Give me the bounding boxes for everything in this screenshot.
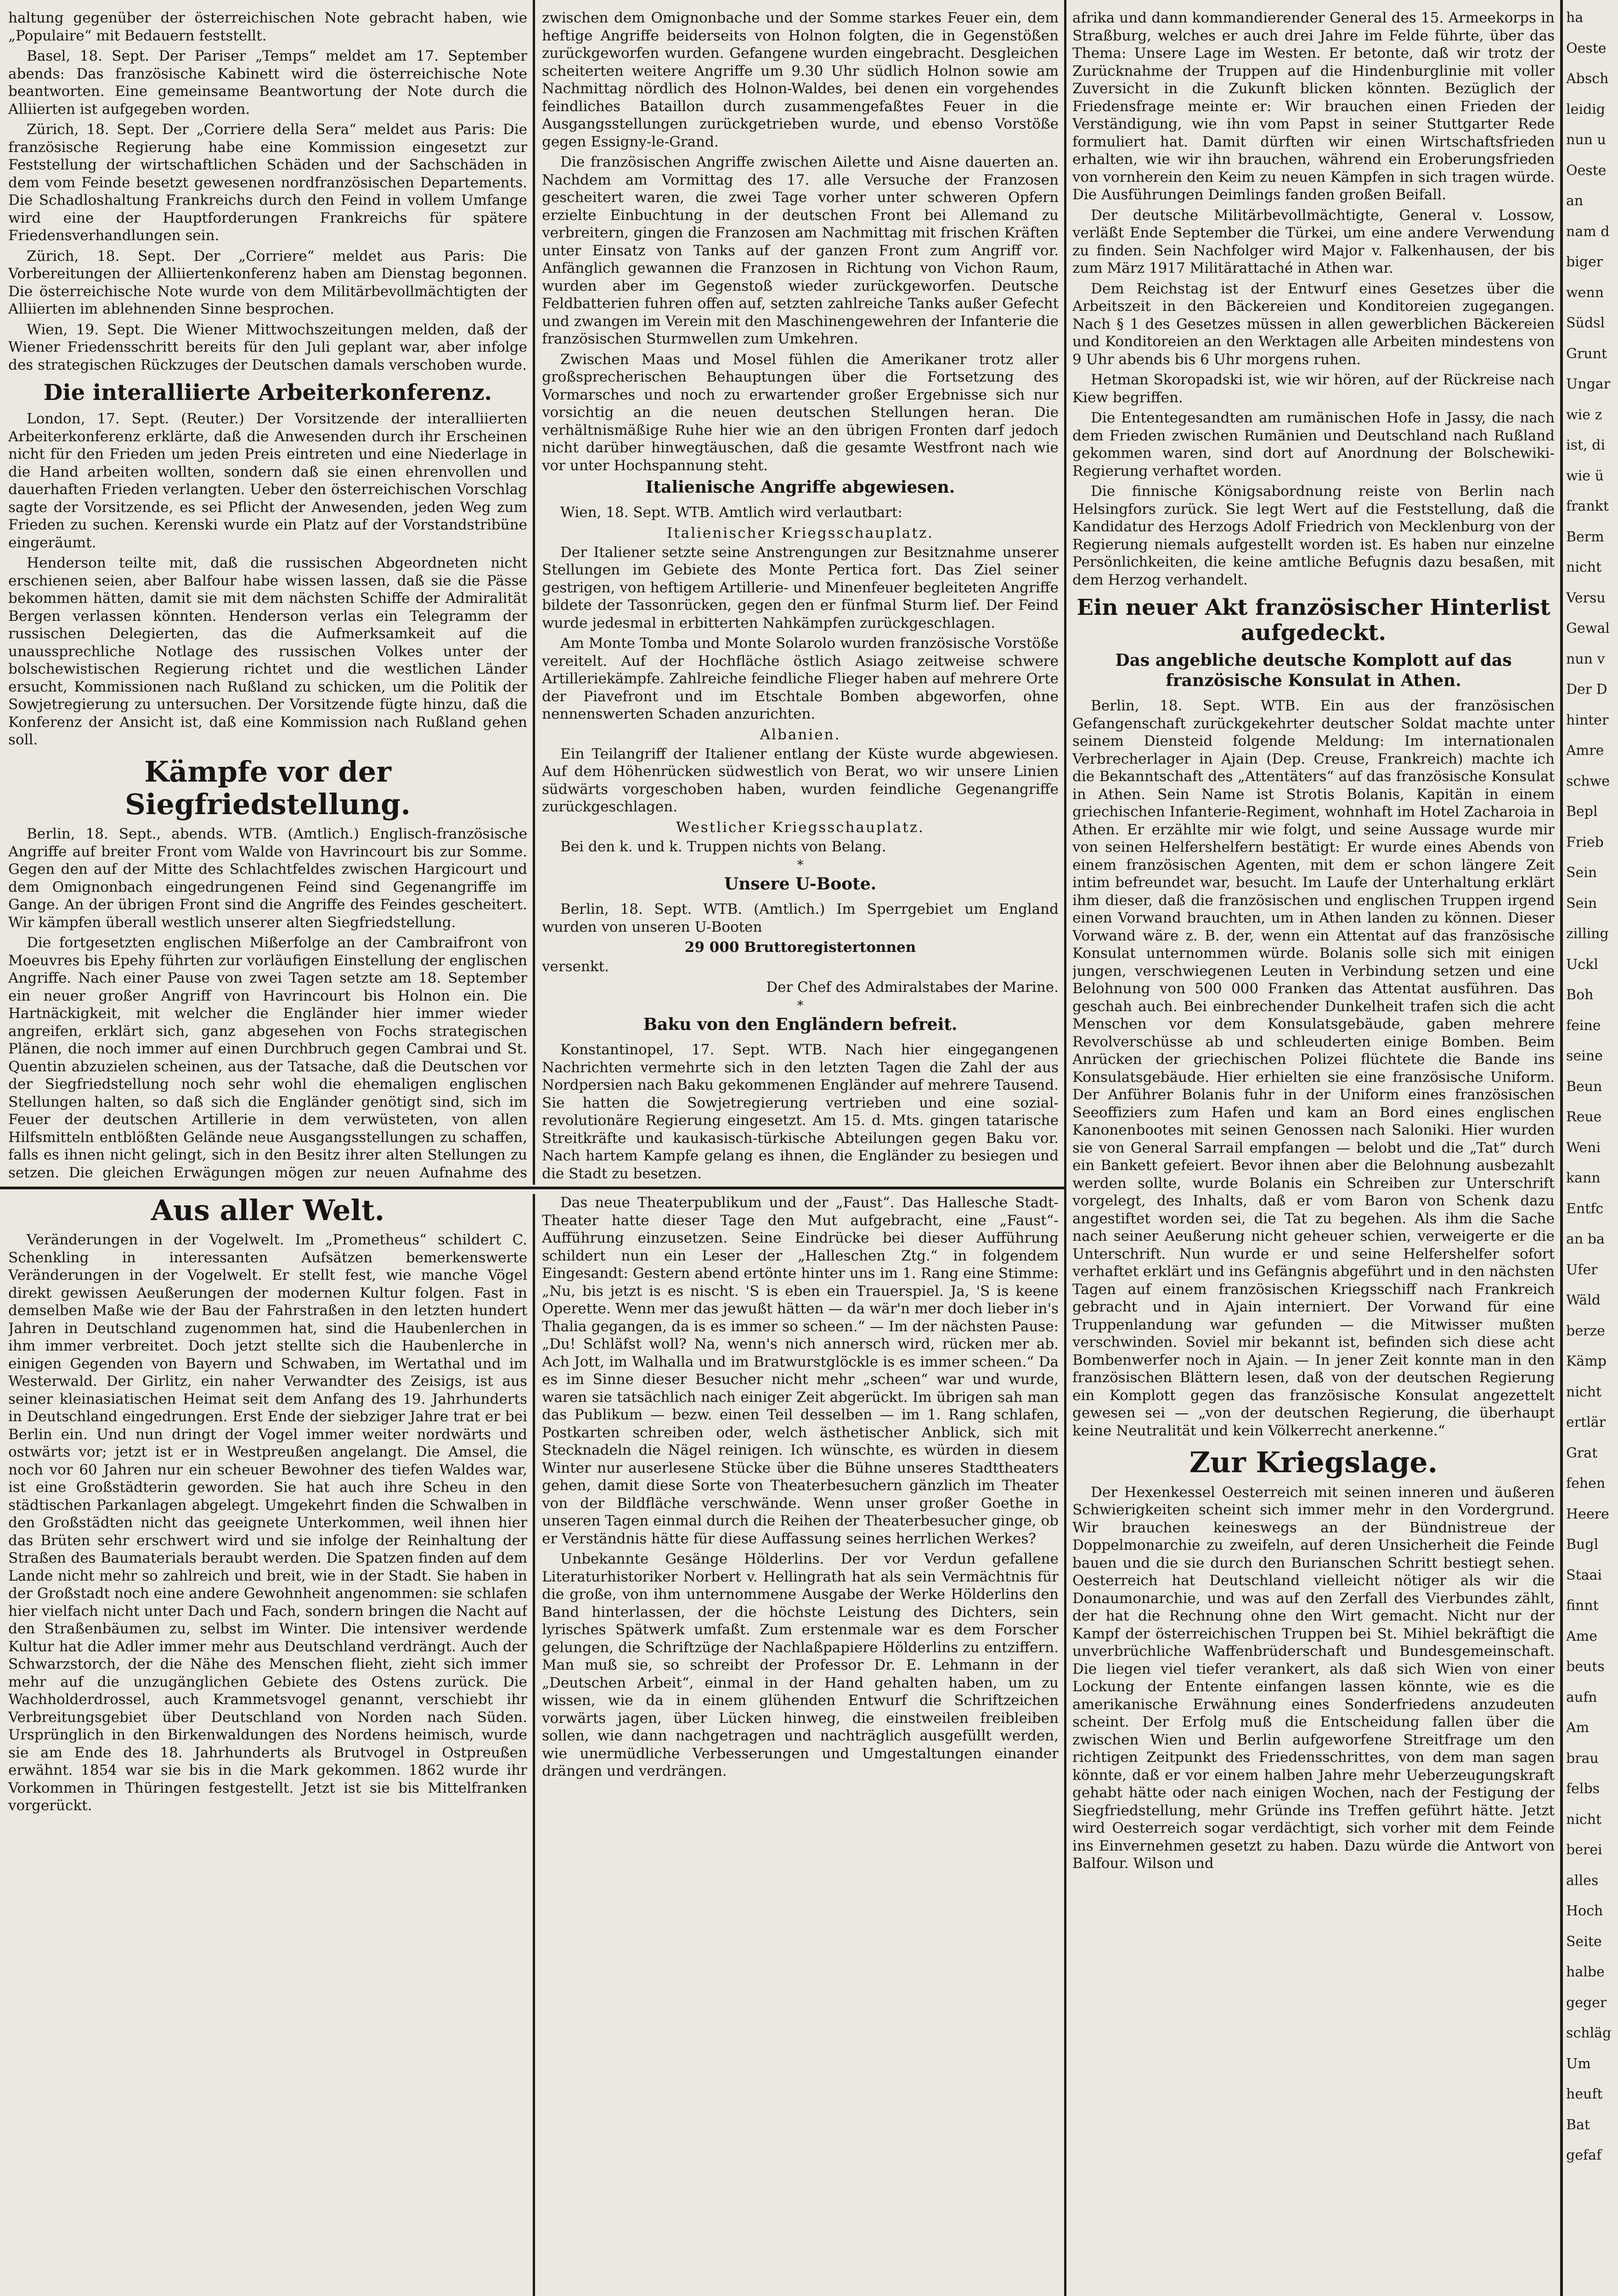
headline-siegfriedstellung: Kämpfe vor der Siegfriedstellung.	[125, 754, 411, 821]
article-text: Die fortgesetzten englischen Mißerfolge an der Cambraifront von Moeuvres bis Epehy führten zur vorläufigen Einstellung der englischen Angriffe. Nach einer Pause von zwei Tagen setzte am 18. September ein neuer großer Angriff von Havrincourt bis Holnon ein. Die Hartnäckigkeit, mit welcher die Engländer hier immer wieder angreifen, erklärt sich, ganz abgesehen von Fochs strategischen Plänen, die noch immer auf einen Durchbruch gegen Cambrai und St. Quentin abzuzielen scheinen, aus der Tatsache, daß die Deutschen vor der Siegfriedstellung noch sehr wohl die ehemaligen englischen Stellungen halten, so daß sich die Engländer genötigt sind, sich im Feuer der deutschen Artillerie in dem verwüsteten, von allen Hilfsmitteln entblößten Gelände neue Ausgangsstellungen zu schaffen, falls es ihnen nicht gelingt, sich in den Besitz ihrer alten Stellungen zu setzen. Die gleichen Erwägungen mögen zur neuen Aufnahme des	[8, 934, 527, 1181]
article-text: Zürich, 18. Sept. Der „Corriere della Sera“ meldet aus Paris: Die französische Regierung habe eine Kommission eingesetzt zur Feststellung der wirtschaftlichen Schäden und der Sachschäden in dem vom Feinde besetzt gewesenen nordfranzösischen Departements. Die Schadloshaltung Frankreichs durch den Feind in vollem Umfange wird eine der Hauptforderungen Frankreichs für spätere Friedensverhandlungen sein.	[8, 121, 527, 244]
text-fragment: Ungar	[1566, 376, 1611, 392]
article-text: Wien, 19. Sept. Die Wiener Mittwochszeitungen melden, daß der Wiener Friedensschritt bereits für den Juli geplant war, aber infolge des strategischen Rückzuges der Deutschen damals verschoben wurde.	[8, 321, 527, 373]
text-fragment: Kämp	[1566, 1353, 1607, 1369]
text-fragment: Boh	[1566, 987, 1594, 1003]
tonnage-figure: 29 000 Bruttoregistertonnen	[684, 939, 916, 956]
text-fragment: berei	[1566, 1842, 1602, 1858]
headline-hinterlist: Ein neuer Akt französischer Hinterlist aufgedeckt.	[1077, 595, 1550, 646]
text-fragment: kann	[1566, 1170, 1601, 1186]
text-fragment: Bugl	[1566, 1536, 1599, 1553]
text-fragment: Bepl	[1566, 804, 1598, 820]
article-text: haltung gegenüber der österreichischen Note gebracht haben, wie „Populaire“ mit Bedauern feststellt.	[8, 10, 527, 44]
text-fragment: an ba	[1566, 1231, 1605, 1247]
separator-star: *	[797, 998, 804, 1013]
headline-aus-aller-welt: Aus aller Welt.	[151, 1194, 385, 1227]
text-fragment: wie z	[1566, 406, 1602, 423]
article-text: Bei den k. und k. Truppen nichts von Belang.	[560, 838, 886, 855]
text-fragment: Wäld	[1566, 1292, 1601, 1308]
article-text: Die Ententegesandten am rumänischen Hofe in Jassy, die nach dem Frieden zwischen Rumänien und Deutschland nach Rußland gekommen waren, sind dort auf Anordnung der Bolschewiki-Regierung verhaftet worden.	[1072, 410, 1555, 479]
text-fragment: leidig	[1566, 101, 1605, 118]
welt-column-right	[542, 1194, 1059, 2296]
headline-italienische-angriffe: Italienische Angriffe abgewiesen.	[645, 478, 955, 497]
text-fragment: Amre	[1566, 743, 1604, 759]
headline-kriegslage: Zur Kriegslage.	[1189, 1446, 1438, 1480]
text-fragment: fehen	[1566, 1475, 1606, 1491]
article-text: Zwischen Maas und Mosel fühlen die Amerikaner trotz aller großsprecherischen Behauptungen über die Fortsetzung des Vormarsches und noch zu erwartender großer Ergebnisse sich nur vorsichtig an die neuen deutschen Stellungen heran. Die verhältnismäßige Ruhe hier wie an den übrigen Fronten darf jedoch nicht darüber hinwegtäuschen, daß die gesamte Westfront nach wie vor unter Hochspannung steht.	[542, 351, 1059, 474]
article-text: zwischen dem Omignonbache und der Somme starkes Feuer ein, dem heftige Angriffe beiderseits von Holnon folgten, die in Gegenstößen zurückgeworfen wurden. Gefangene wurden eingebracht. Desgleichen scheiterten weitere Angriffe um 9.30 Uhr südlich Holnon sowie am Nachmittag nördlich des Holnon-Waldes, bei denen ein vorgehendes feindliches Bataillon durch zusammengefaßtes Feuer in die Ausgangsstellungen zurückgetrieben wurde, und ebenso Vorstöße gegen Essigny-le-Grand.	[542, 10, 1059, 150]
text-fragment: alles	[1566, 1872, 1599, 1889]
text-fragment: schläg	[1566, 2025, 1612, 2041]
text-fragment: heuft	[1566, 2086, 1603, 2102]
article-text: Veränderungen in der Vogelwelt. Im „Prometheus“ schildert C. Schenkling in interessanten Aufsätzen bemerkenswerte Veränderungen in der Vogelwelt. Er stellt fest, wie manche Vögel direkt gewissen Aeußerungen der modernen Kultur folgen. Fast in demselben Maße wie der Bau der Fahrstraßen in den letzten hundert Jahren in Deutschland zugenommen hat, sind die Haubenlerchen in ihm immer verbreitet. Doch jetzt stellte sich die Haubenlerche in einigen Gegenden von Bayern und Schwaben, im Wertathal und im Westerwald. Der Girlitz, ein naher Verwandter des Zeisigs, ist aus seiner kleinasiatischen Heimat seit dem Anfang des 19. Jahrhunderts in Deutschland eingedrungen. Erst Ende der siebziger Jahre trat er bei Berlin ein. Und nun dringt der Vogel immer weiter nordwärts und ostwärts vor; jetzt ist er in Westpreußen angelangt. Die Amsel, die noch vor 60 Jahren nur ein scheuer Bewohner des tiefen Waldes war, ist eine Großstädterin geworden. Sie hat auch ihre Scheu in den städtischen Parkanlagen abgelegt. Umgekehrt finden die Schwalben in den Großstädten nicht das geeignete Unterkommen, weil ihnen hier das Brüten sehr erschwert wird und sie infolge der Reinhaltung der Straßen des Baumaterials beraubt werden. Die Spatzen finden auf dem Lande nicht mehr so zahlreich und breit, wie in der Stadt. Sie haben in der Großstadt noch eine andere Gewohnheit angenommen: sie schlafen hier vielfach nicht unter Dach und Fach, sondern bringen die Nacht auf den Straßenbäumen zu, selbst im Winter. Die intensiver werdende Kultur hat die Adler immer mehr aus Deutschland verdrängt. Auch der Schwarzstorch, der die Nähe des Menschen flieht, zieht sich immer mehr auf die unzugänglichen Gebiete des Ostens zurück. Die Wachholderdrossel, auch Krammetsvogel genannt, verschiebt ihr Verbreitungsgebiet über Deutschland von Norden nach Süden. Ursprünglich in den Birkenwaldungen des Nordens heimisch, wurde sie am Ende des 18. Jahrhunderts als Brutvogel in Ostpreußen erwähnt. 1854 war sie bis in die Mark gekommen. 1862 wurde ihr Vorkommen in Thüringen festgestellt. Jetzt ist sie bis Mittelfranken vorgerückt.	[8, 1232, 527, 1814]
text-fragment: Südsl	[1566, 315, 1605, 331]
text-fragment: Frieb	[1566, 834, 1604, 850]
text-fragment: Versu	[1566, 590, 1606, 606]
article-text: versenkt.	[542, 958, 609, 975]
article-text: Die französischen Angriffe zwischen Ailette und Aisne dauerten an. Nachdem am Vormittag des 17. alle Versuche der Franzosen gescheitert waren, die zwei Tage vorher unter schweren Opfern erzielte Einbuchtung in der deutschen Front bei Allemand zu verbreitern, gingen die Franzosen am Nachmittag mit frischen Kräften unter Einsatz von Tanks auf der ganzen Front zum Angriff vor. Anfänglich gewannen die Franzosen in Richtung von Vichon Raum, wurden aber im Gegenstoß wieder zurückgeworfen. Deutsche Feldbatterien fuhren offen auf, setzten zahlreiche Tanks außer Gefecht und zwangen im Verein mit den Maschinengewehren der Infanterie die französischen Sturmwellen zum Umkehren.	[542, 154, 1059, 347]
text-fragment: Sein	[1566, 895, 1597, 912]
article-text: afrika und dann kommandierender General des 15. Armeekorps in Straßburg, welches er auch drei Jahre im Felde führte, über das Thema: Unsere Lage im Westen. Er betonte, daß wir trotz der Zurücknahme der Truppen auf die Hindenburglinie mit voller Zuversicht in die Zukunft blicken könnten. Bezüglich der Friedensfrage meinte er: Wir brauchen einen Frieden der Verständigung, wie ihn vom Papst in seiner Stuttgarter Rede formuliert hat. Damit dürften wir einen Wirtschaftsfrieden erhalten, wie wir ihn brauchen, während ein Eroberungsfrieden von vornherein den Keim zu neuen Kämpfen in sich tragen würde. Die Ausführungen Deimlings fanden großen Beifall.	[1072, 10, 1555, 203]
article-text: Die finnische Königsabordnung reiste von Berlin nach Helsingfors zurück. Sie legt Wert auf die Feststellung, daß die Kandidatur des Herzogs Adolf Friedrich von Mecklenburg von der Regierung niemals aufgestellt worden ist. Es haben nur einzelne Persönlichkeiten, die keine amtliche Befugnis dazu besaßen, mit dem Herzog verhandelt.	[1072, 483, 1555, 588]
article-text: Der Hexenkessel Oesterreich mit seinen inneren und äußeren Schwierigkeiten scheint sich immer mehr in den Vordergrund. Wir brauchen keineswegs an der Bündnistreue der Doppelmonarchie zu zweifeln, auf deren Unsicherheit die Feinde bauen und die sie durch den Burianschen Schritt bestiegt sehen. Oesterreich hat Deutschland vielleicht nötiger als wir die Donaumonarchie, und was auf den Zerfall des Vierbundes zählt, der hat die Rechnung ohne den Wirt gemacht. Nicht nur der Kampf der österreichischen Truppen bei St. Mihiel bekräftigt die unverbrüchliche Waffenbrüderschaft und Bundesgemeinschaft. Die liegen viel tiefer verankert, als daß sich Wien von einer Lockung der Entente einfangen lassen könnte, wie es die amerikanische Erwähnung eines Sonderfriedens anzudeuten scheint. Der Erfolg muß die Entscheidung fallen über die zwischen Wien und Berlin aufgeworfene Streitfrage um den richtigen Zeitpunkt des Friedensschrittes, von dem man sagen könnte, daß er vor einem halben Jahre mehr Ueberzeugungskraft gehabt hätte oder nach einigen Wochen, nach der Festigung der Siegfriedstellung, mehr Gründe ins Treffen geführt hätte. Jetzt wird Oesterreich sogar verdächtigt, sich vorher mit dem Feinde ins Einvernehmen gesetzt zu haben. Dazu würde die Antwort von Balfour. Wilson und	[1072, 1484, 1555, 1872]
welt-column-left	[8, 1194, 527, 2296]
text-fragment: Seite	[1566, 1933, 1602, 1950]
text-fragment: Um	[1566, 2055, 1591, 2072]
text-fragment: nam d	[1566, 223, 1610, 240]
signature: Der Chef des Admiralstabes der Marine.	[766, 979, 1059, 996]
text-fragment: Hoch	[1566, 1903, 1603, 1919]
text-fragment: zilling	[1566, 926, 1609, 942]
article-text: Zürich, 18. Sept. Der „Corriere“ meldet aus Paris: Die Vorbereitungen der Alliiertenkonferenz haben am Dienstag begonnen. Die österreichische Note wurde von dem Militärbevollmächtigten der Alliierten im ablehnenden Sinne besprochen.	[8, 248, 527, 317]
text-fragment: Weni	[1566, 1139, 1601, 1156]
text-fragment: Sein	[1566, 865, 1597, 881]
text-fragment: Am	[1566, 1720, 1590, 1736]
headline-u-boote: Unsere U-Boote.	[724, 874, 877, 894]
text-fragment: halbe	[1566, 1964, 1605, 1980]
text-fragment: wenn	[1566, 284, 1604, 301]
article-text: Basel, 18. Sept. Der Pariser „Temps“ meldet am 17. September abends: Das französische Kabinett wird die österreichische Note beantworten. Eine gemeinsame Beantwortung der Note durch die Alliierten ist aufgegeben worden.	[8, 48, 527, 118]
subheadline-komplott: Das angebliche deutsche Komplott auf das französische Konsulat in Athen.	[1115, 651, 1512, 691]
headline-baku: Baku von den Engländern befreit.	[643, 1015, 958, 1034]
text-fragment: finnt	[1566, 1598, 1599, 1614]
article-text: Ein Teilangriff der Italiener entlang der Küste wurde abgewiesen. Auf dem Höhenrücken südwestlich von Berat, wo wir unsere Linien südwärts vorgeschoben haben, wurden feindliche Gegenangriffe zurückgeschlagen.	[542, 745, 1059, 815]
column-4-fragment	[1566, 0, 1618, 2296]
text-fragment: beuts	[1566, 1659, 1605, 1675]
text-fragment: Der D	[1566, 681, 1607, 698]
text-fragment: an	[1566, 193, 1584, 209]
text-fragment: Beun	[1566, 1078, 1602, 1095]
article-text: Der deutsche Militärbevollmächtigte, General v. Lossow, verläßt Ende September die Türkei, um eine andere Verwendung zu finden. Sein Nachfolger wird Major v. Falkenhausen, der bis zum März 1917 Militärattaché in Athen war.	[1072, 207, 1555, 276]
article-text: Konstantinopel, 17. Sept. WTB. Nach hier eingegangenen Nachrichten vermehrte sich in den letzten Tagen die Zahl der aus Nordpersien nach Baku gekommenen Engländer auf mehrere Tausend. Sie hatten die Sowjetregierung vertrieben und eine sozial-revolutionäre Regierung eingesetzt. Am 15. d. Mts. gingen tatarische Streitkräfte und kaukasisch-türkische Abteilungen gegen Baku vor. Nach hartem Kampfe gelang es ihnen, die Engländer zu besiegen und die Stadt zu besetzen.	[542, 1041, 1059, 1182]
text-fragment: Gewal	[1566, 620, 1610, 636]
text-fragment: Ufer	[1566, 1261, 1598, 1278]
text-fragment: geger	[1566, 1994, 1607, 2011]
text-fragment: felbs	[1566, 1781, 1600, 1797]
column-1	[8, 9, 527, 1182]
article-text: Der Italiener setzte seine Anstrengungen zur Besitznahme unserer Stellungen im Gebiete des Monte Pertica fort. Das Ziel seiner gestrigen, von heftigem Artillerie- und Minenfeuer begleiteten Angriffe bildete der Tassonrücken, gegen den er fünfmal Sturm lief. Der Feind wurde jedesmal in erbitterten Nahkämpfen zurückgeschlagen.	[542, 544, 1059, 631]
text-fragment: wie ü	[1566, 467, 1604, 484]
text-fragment: nicht	[1566, 559, 1602, 575]
article-text: Berlin, 18. Sept. WTB. (Amtlich.) Im Sperrgebiet um England wurden von unseren U-Booten	[542, 901, 1059, 935]
article-text: Berlin, 18. Sept., abends. WTB. (Amtlich.) Englisch-französische Angriffe auf breiter Front vom Walde von Havrincourt bis zur Somme. Gegen den auf der Mitte des Schlachtfeldes zwischen Hargicourt und dem Omignonbach eingedrungenen Feind sind Gegenangriffe im Gange. An der übrigen Front sind die Angriffe des Feindes gescheitert. Wir kämpfen überall westlich unserer alten Siegfriedstellung.	[8, 826, 527, 931]
column-rule-2	[1064, 0, 1066, 2296]
subheading: Italienischer Kriegsschauplatz.	[666, 524, 934, 541]
text-fragment: feine	[1566, 1017, 1601, 1034]
text-fragment: ist, di	[1566, 437, 1605, 453]
text-fragment: Staai	[1566, 1567, 1602, 1583]
article-text: Henderson teilte mit, daß die russischen Abgeordneten nicht erschienen seien, aber Balfour habe wissen lassen, daß sie die Pässe bekommen hätten, damit sie mit dem nächsten Schiffe der Admiralität Bergen verlassen könnten. Henderson verlas ein Telegramm der russischen Delegierten, das die Aufmerksamkeit auf die unaussprechliche Notlage des russischen Volkes unter der bolschewistischen Regierung richtet und die westlichen Länder ersucht, Kommissionen nach Rußland zu schicken, um die Politik der Sowjetregierung zu untersuchen. Der Vorsitzende fügte hinzu, daß die Konferenz der Ansicht ist, daß eine Kommission nach Rußland gehen soll.	[8, 555, 527, 748]
column-3	[1072, 9, 1555, 2296]
column-2	[542, 9, 1059, 1182]
article-text: Wien, 18. Sept. WTB. Amtlich wird verlautbart:	[560, 504, 902, 521]
text-fragment: schwe	[1566, 773, 1610, 789]
column-rule-lower	[533, 1194, 535, 2296]
text-fragment: Oeste	[1566, 40, 1607, 56]
text-fragment: hinter	[1566, 712, 1609, 728]
subheading: Westlicher Kriegsschauplatz.	[676, 819, 925, 836]
text-fragment: Absch	[1566, 71, 1609, 87]
text-fragment: biger	[1566, 254, 1603, 270]
article-text: Berlin, 18. Sept. WTB. Ein aus der französischen Gefangenschaft zurückgekehrter deutscher Soldat machte unter seinem Diensteid folgende Meldung: Im internationalen Verbrecherlager in Ajain (Dep. Creuse, Frankreich) machte ich die Bekanntschaft des „Attentäters“ auf das französische Konsulat in Athen. Sein Name ist Strotis Bolanis, Kapitän in einem griechischen Infanterie-Regiment, wohnhaft im Hotel Zacharoia in Athen. Er erzählte mir wie folgt, und seine Aussage wurde mir von seinen Helfershelfern bestätigt: Er wurde eines Abends von einem französischen Agenten, mit dem er schon längere Zeit intim befreundet war, besucht. Im Laufe der Unterhaltung erklärt ihm dieser, daß die französischen und englischen Truppen irgend einen Vorwand brauchten, um in Athen landen zu können. Dieser Vorwand wäre z. B. der, wenn ein Attentat auf das französische Konsulat unternommen würde. Bolanis solle sich mit einigen jungen, verschwiegenen Leuten in Verbindung setzen und eine Belohnung von 500 000 Franken das Attentat ausführen. Das geschah auch. Bei einbrechender Dunkelheit trafen sich die acht Menschen vor dem Konsulatsgebäude, gaben mehrere Revolverschüsse ab und schleuderten einige Bomben. Beim Anrücken der griechischen Polizei flüchtete die Bande ins Konsulatsgebäude. Hier erhielten sie eine französische Uniform. Der Anführer Bolanis fuhr in der Uniform eines französischen Seeoffiziers zum Hafen und kam an Bord eines englischen Kanonenbootes mit seinen Genossen nach Saloniki. Hier wurden sie von General Sarrail empfangen — belobt und die „Tat“ durch ein Bankett gefeiert. Bevor ihnen aber die Belohnung ausbezahlt werden sollte, wurde Bolanis ein Schreiben zur Unterschrift vorgelegt, des Inhalts, daß er vom Baron von Schenk dazu angestiftet worden sei, die Tat zu begehen. Als ihm die Sache nach seiner Aeußerung nicht geheuer schien, verweigerte er die Unterschrift. Nun wurde er und seine Helfershelfer sofort verhaftet erklärt und ins Gefängnis abgeführt und in den nächsten Tagen auf einem französischen Kriegsschiff nach Frankreich gebracht und in Ajain interniert. Der Vorwand für eine Truppenlandung war gefunden — die Mitwisser mußten verschwinden. Soviel mir bekannt ist, befinden sich diese acht Bombenwerfer noch in Ajain. — In jener Zeit konnte man in den französischen Blättern lesen, daß von der deutschen Regierung ein Komplott gegen das französische Konsulat angezettelt gewesen sei — „von der deutschen Regierung, die überhaupt keine Neutralität und kein Völkerrecht anerkenne.“	[1072, 698, 1555, 1439]
text-fragment: Oeste	[1566, 162, 1607, 179]
text-fragment: ha	[1566, 10, 1584, 26]
text-fragment: seine	[1566, 1048, 1603, 1064]
section-rule	[0, 1187, 1064, 1189]
text-fragment: frankt	[1566, 498, 1609, 514]
headline-arbeiterkonferenz: Die interalliierte Arbeiterkonferenz.	[43, 380, 492, 405]
text-fragment: Heere	[1566, 1506, 1609, 1522]
subheading: Albanien.	[760, 726, 841, 743]
text-fragment: brau	[1566, 1750, 1599, 1767]
text-fragment: nicht	[1566, 1384, 1602, 1400]
article-text: Am Monte Tomba und Monte Solarolo wurden französische Vorstöße vereitelt. Auf der Hochfläche östlich Asiago zeitweise schwere Artilleriekämpfe. Zahlreiche feindliche Flieger haben auf mehrere Orte der Piavefront und im Etschtale Bomben abgeworfen, ohne nennenswerten Schaden anzurichten.	[542, 635, 1059, 722]
article-text: London, 17. Sept. (Reuter.) Der Vorsitzende der interalliierten Arbeiterkonferenz erklärte, daß die Anwesenden durch ihr Erscheinen nicht für den Frieden um jeden Preis eintreten und eine Niederlage in die Hand arbeiten wollten, sondern daß sie einen ehrenvollen und dauerhaften Frieden verlangten. Ueber den österreichischen Vorschlag sagte der Vorsitzende, es sei Pflicht der Anwesenden, jeden Weg zum Frieden zu suchen. Kerenski wurde ein Platz auf der Vorstandstribüne eingeräumt.	[8, 411, 527, 551]
separator-star: *	[797, 857, 804, 872]
text-fragment: Grat	[1566, 1445, 1598, 1461]
text-fragment: nicht	[1566, 1811, 1602, 1828]
text-fragment: Grunt	[1566, 345, 1607, 362]
text-fragment: gefaf	[1566, 2147, 1602, 2163]
text-fragment: Ame	[1566, 1628, 1597, 1644]
text-fragment: Berm	[1566, 529, 1604, 545]
text-fragment: aufn	[1566, 1689, 1597, 1705]
text-fragment: berze	[1566, 1322, 1605, 1339]
article-text: Unbekannte Gesänge Hölderlins. Der vor Verdun gefallene Literaturhistoriker Norbert v. Hellingrath hat als sein Vermächtnis für die große, von ihm unternommene Ausgabe der Werke Hölderlins den Band hinterlassen, der die höchste Leistung des Dichters, sein lyrisches Spätwerk umfaßt. Zum erstenmale war es dem Forscher gelungen, die Schriftzüge der Nachlaßpapiere Hölderlins zu entziffern. Man muß sie, so schreibt der Professor Dr. E. Lehmann in der „Deutschen Arbeit“, einmal in der Hand gehalten haben, um zu wissen, wie da in einem glühenden Entwurf die Schriftzeichen vorwärts jagen, über Lücken hinweg, die einstweilen freibleiben sollen, wie dann nachgetragen und nachträglich ausgefüllt werden, wie unermüdliche Verbesserungen und Umgestaltungen einander drängen und verdrängen.	[542, 1551, 1059, 1779]
article-text: Das neue Theaterpublikum und der „Faust“. Das Hallesche Stadt-Theater hatte dieser Tage den Mut aufgebracht, eine „Faust“-Aufführung einzusetzen. Seine Eindrücke bei dieser Aufführung schildert nun ein Leser der „Halleschen Ztg.“ in folgendem Eingesandt: Gestern abend ertönte hinter uns im 1. Rang eine Stimme: „Nu, bis jetzt is es nischt. 'S is eben ein Trauerspiel. Ja, 'S is keene Operette. Wenn mer das jewußt hätten — da wär'n mer doch lieber in's Thalia gegangen, da is es immer so scheen.“ — Im der nächsten Pause: „Du! Schläfst woll? Na, wenn's nich annersch wird, rücken mer ab. Ach Jott, im Walhalla und im Bratwurstglöckle is es immer scheen.“ Da es im Sinne dieser Besucher nicht mehr „scheen“ war und wurde, waren sie tatsächlich nach einiger Zeit abgerückt. Im übrigen sah man das Publikum — bezw. einen Teil desselben — im 1. Rang schlafen, Postkarten schreiben oder, welch ästhetischer Anblick, sich mit Stecknadeln die Nägel reinigen. Ich wünschte, es würden in diesem Winter nur auserlesene Stücke über die Bühne unseres Stadttheaters gehen, damit diese Sorte von Theaterbesuchern gänzlich im Theater von der Bildfläche verschwände. Wenn unser großer Goethe in unseren Tagen einmal durch die Reihen der Theaterbesucher ginge, ob er Verständnis hätte für diese Auffassung seines herrlichen Werkes?	[542, 1194, 1059, 1547]
column-rule-3	[1560, 0, 1563, 2296]
article-text: Hetman Skoropadski ist, wie wir hören, auf der Rückreise nach Kiew begriffen.	[1072, 371, 1555, 406]
text-fragment: Entfc	[1566, 1200, 1604, 1217]
text-fragment: nun v	[1566, 651, 1605, 667]
text-fragment: ertlär	[1566, 1414, 1606, 1430]
column-rule-1	[533, 0, 535, 1185]
text-fragment: nun u	[1566, 132, 1606, 148]
article-text: Dem Reichstag ist der Entwurf eines Gesetzes über die Arbeitszeit in den Bäckereien und Konditoreien zugegangen. Nach § 1 des Gesetzes müssen in allen gewerblichen Bäckereien und Konditoreien an den Werktagen alle Arbeiten mindestens von 9 Uhr abends bis 6 Uhr morgens ruhen.	[1072, 280, 1555, 368]
text-fragment: Uckl	[1566, 956, 1598, 973]
text-fragment: Reue	[1566, 1109, 1602, 1125]
text-fragment: Bat	[1566, 2116, 1590, 2133]
